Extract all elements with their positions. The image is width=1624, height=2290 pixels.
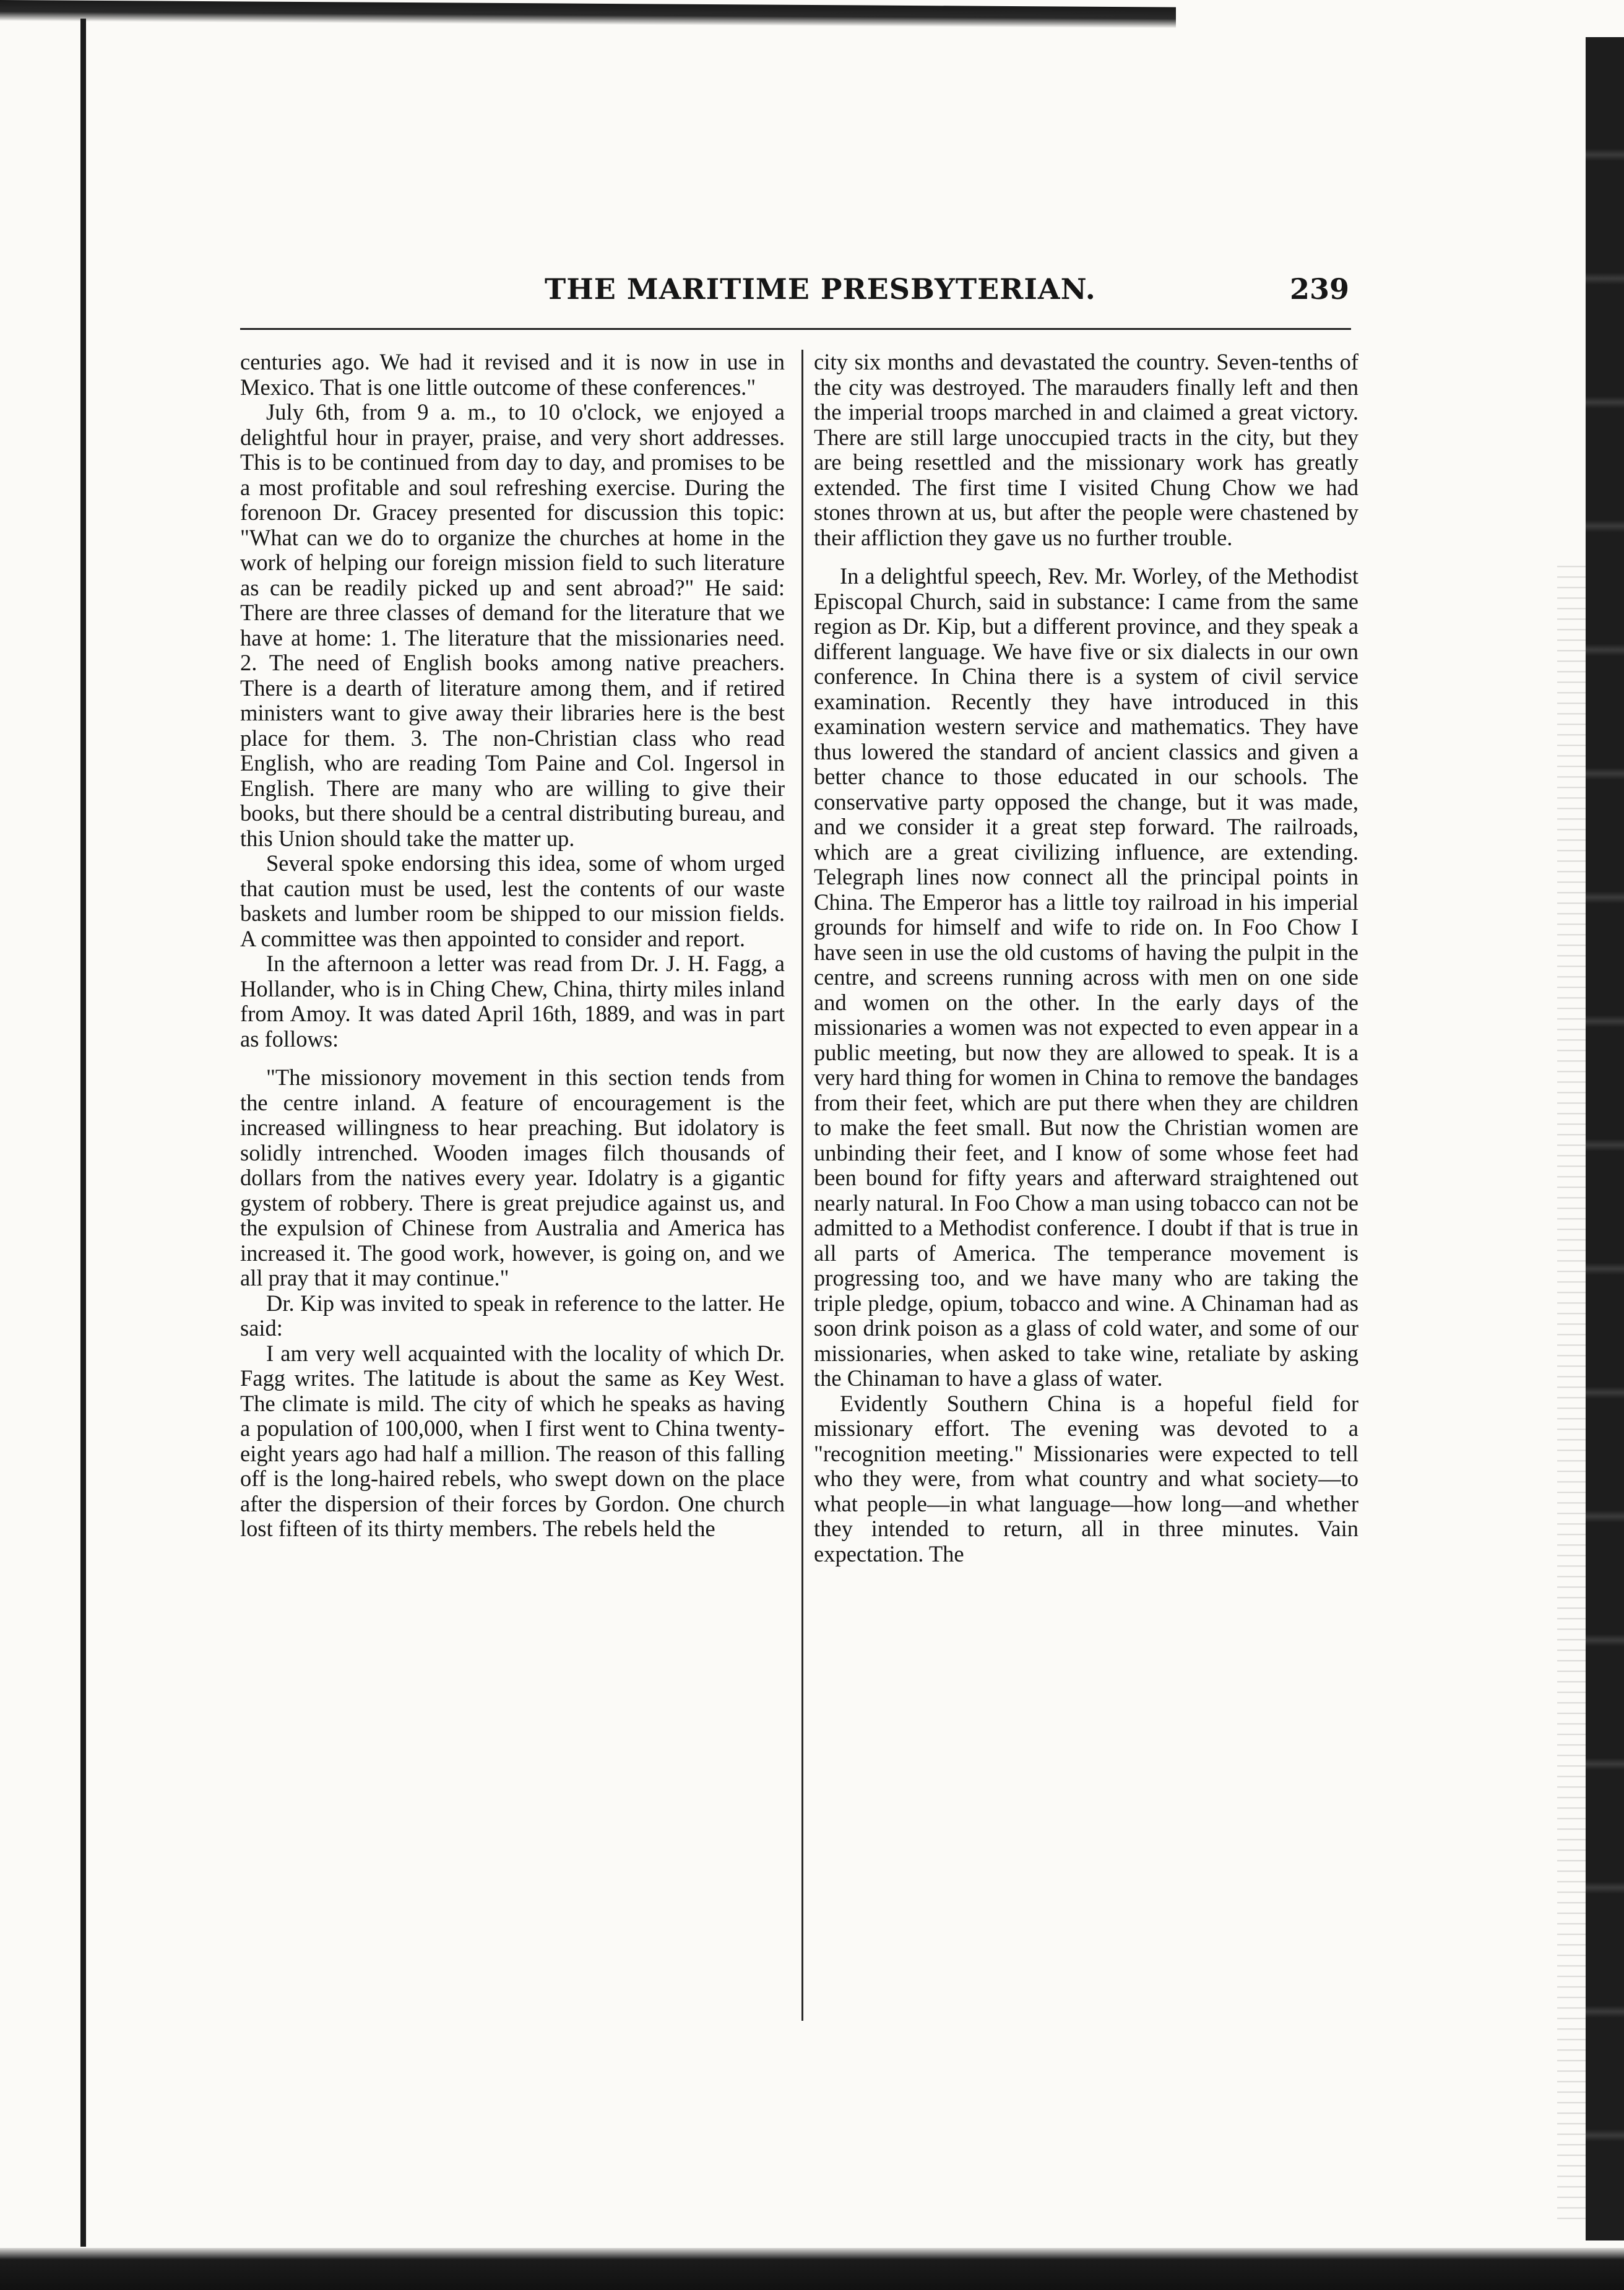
header-rule — [240, 328, 1351, 330]
paragraph: July 6th, from 9 a. m., to 10 o'clock, we enjoyed a delightful hour in prayer, praise, and very short addresses. This is to be continued from day to day, and promises to be a most profitable and soul refreshing exercise. During the forenoon Dr. Gracey presented for discussion this topic: "What can we do to organize the churches at home in the work of helping our foreign mission field to such literature as can be readily picked up and sent abroad?" He said: There are three classes of demand for the literature that we have at home: 1. The literature that the missionaries need. 2. The need of English books among native preachers. There is a dearth of literature among them, and if retired ministers want to give away their libraries here is the best place for them. 3. The non-Christian class who read English, who are reading Tom Paine and Col. Ingersol in English. There are many who are willing to give their books, but there should be a central distributing bureau, and this Union should take the matter up. — [240, 399, 785, 851]
paragraph: In the afternoon a letter was read from Dr. J. H. Fagg, a Hollander, who is in Ching Chew, China, thirty miles inland from Amoy. It was dated April 16th, 1889, and was in part as follows: — [240, 951, 785, 1052]
page-number: 239 — [1289, 272, 1349, 306]
paragraph: Several spoke endorsing this idea, some of whom urged that caution must be used, lest the contents of our waste baskets and lumber room be shipped to our mission fields. A committee was then appointed to consider and report. — [240, 850, 785, 951]
running-title: THE MARITIME PRESBYTERIAN. — [545, 272, 1096, 306]
paragraph: In a delightful speech, Rev. Mr. Worley, of the Methodist Episcopal Church, said in substance: I came from the same region as Dr. Kip, but a different province, and they speak a different language. We have five or six dialects in our own conference. In China there is a system of civil service examination. Recently they have introduced in this examination western service and mathematics. They have thus lowered the standard of ancient classics and given a better chance to those educated in our schools. The conservative party opposed the change, but it was made, and we consider it a great step forward. The railroads, which are a great civilizing influence, are extending. Telegraph lines now connect all the principal points in China. The Emperor has a little toy railroad in his imperial grounds for himself and wife to ride on. In Foo Chow I have seen in use the old customs of having the pulpit in the centre, and screens running across with men on one side and women on the other. In the early days of the missionaries a women was not expected to even appear in a public meeting, but now they are allowed to speak. It is a very hard thing for women in China to remove the bandages from their feet, which are put there when they are children to make the feet small. But now the Christian women are unbinding their feet, and I know of some whose feet had been bound for fifty years and afterward straightened out nearly natural. In Foo Chow a man using tobacco can not be admitted to a Methodist conference. I doubt if that is true in all parts of America. The temperance movement is progressing too, and we have many who are taking the triple pledge, opium, tobacco and wine. A Chinaman had as soon drink poison as a glass of cold water, and some of our missionaries, when asked to take wine, retaliate by asking the Chinaman to have a glass of water. — [814, 563, 1358, 1391]
paragraph: city six months and devastated the country. Seven-tenths of the city was destroyed. The marauders finally left and then the imperial troops marched in and claimed a great victory. There are still large unoccupied tracts in the city, but they are being resettled and the missionary work has greatly extended. The first time I visited Chung Chow we had stones thrown at us, but after the people were chastened by their affliction they gave us no further trouble. — [814, 349, 1358, 550]
column-divider — [801, 350, 803, 2021]
left-scan-border — [80, 19, 86, 2247]
paragraph: centuries ago. We had it revised and it is now in use in Mexico. That is one little outcome of these conferences." — [240, 349, 785, 400]
top-scan-border — [0, 0, 1176, 28]
right-binding-edge — [1586, 37, 1624, 2240]
paragraph: I am very well acquainted with the locality of which Dr. Fagg writes. The latitude is about the same as Key West. The climate is mild. The city of which he speaks as having a population of 100,000, when I first went to China twenty-eight years ago had half a million. The reason of this falling off is the long-haired rebels, who swept down on the place after the dispersion of their forces by Gordon. One church lost fifteen of its thirty members. The rebels held the — [240, 1340, 785, 1541]
quoted-letter-paragraph: "The missionory movement in this section tends from the centre inland. A feature of encouragement is the increased willingness to hear preaching. But idolatory is solidly intrenched. Wooden images filch thousands of dollars from the natives every year. Idolatry is a gigantic gystem of robbery. There is great prejudice against us, and the expulsion of Chinese from Australia and America has increased it. The good work, however, is going on, and we all pray that it may continue." — [240, 1065, 785, 1290]
right-edge-speckle — [1557, 557, 1586, 2228]
paragraph: Evidently Southern China is a hopeful field for missionary effort. The evening was devoted to a "recognition meeting." Missionaries were expected to tell who they were, from what country and what society—to what people—in what language—how long—and whether they intended to return, all in three minutes. Vain expectation. The — [814, 1390, 1358, 1566]
right-text-column — [814, 350, 1358, 1566]
bottom-scan-border — [0, 2248, 1624, 2290]
left-text-column — [240, 350, 785, 1542]
paragraph: Dr. Kip was invited to speak in reference to the latter. He said: — [240, 1290, 785, 1341]
